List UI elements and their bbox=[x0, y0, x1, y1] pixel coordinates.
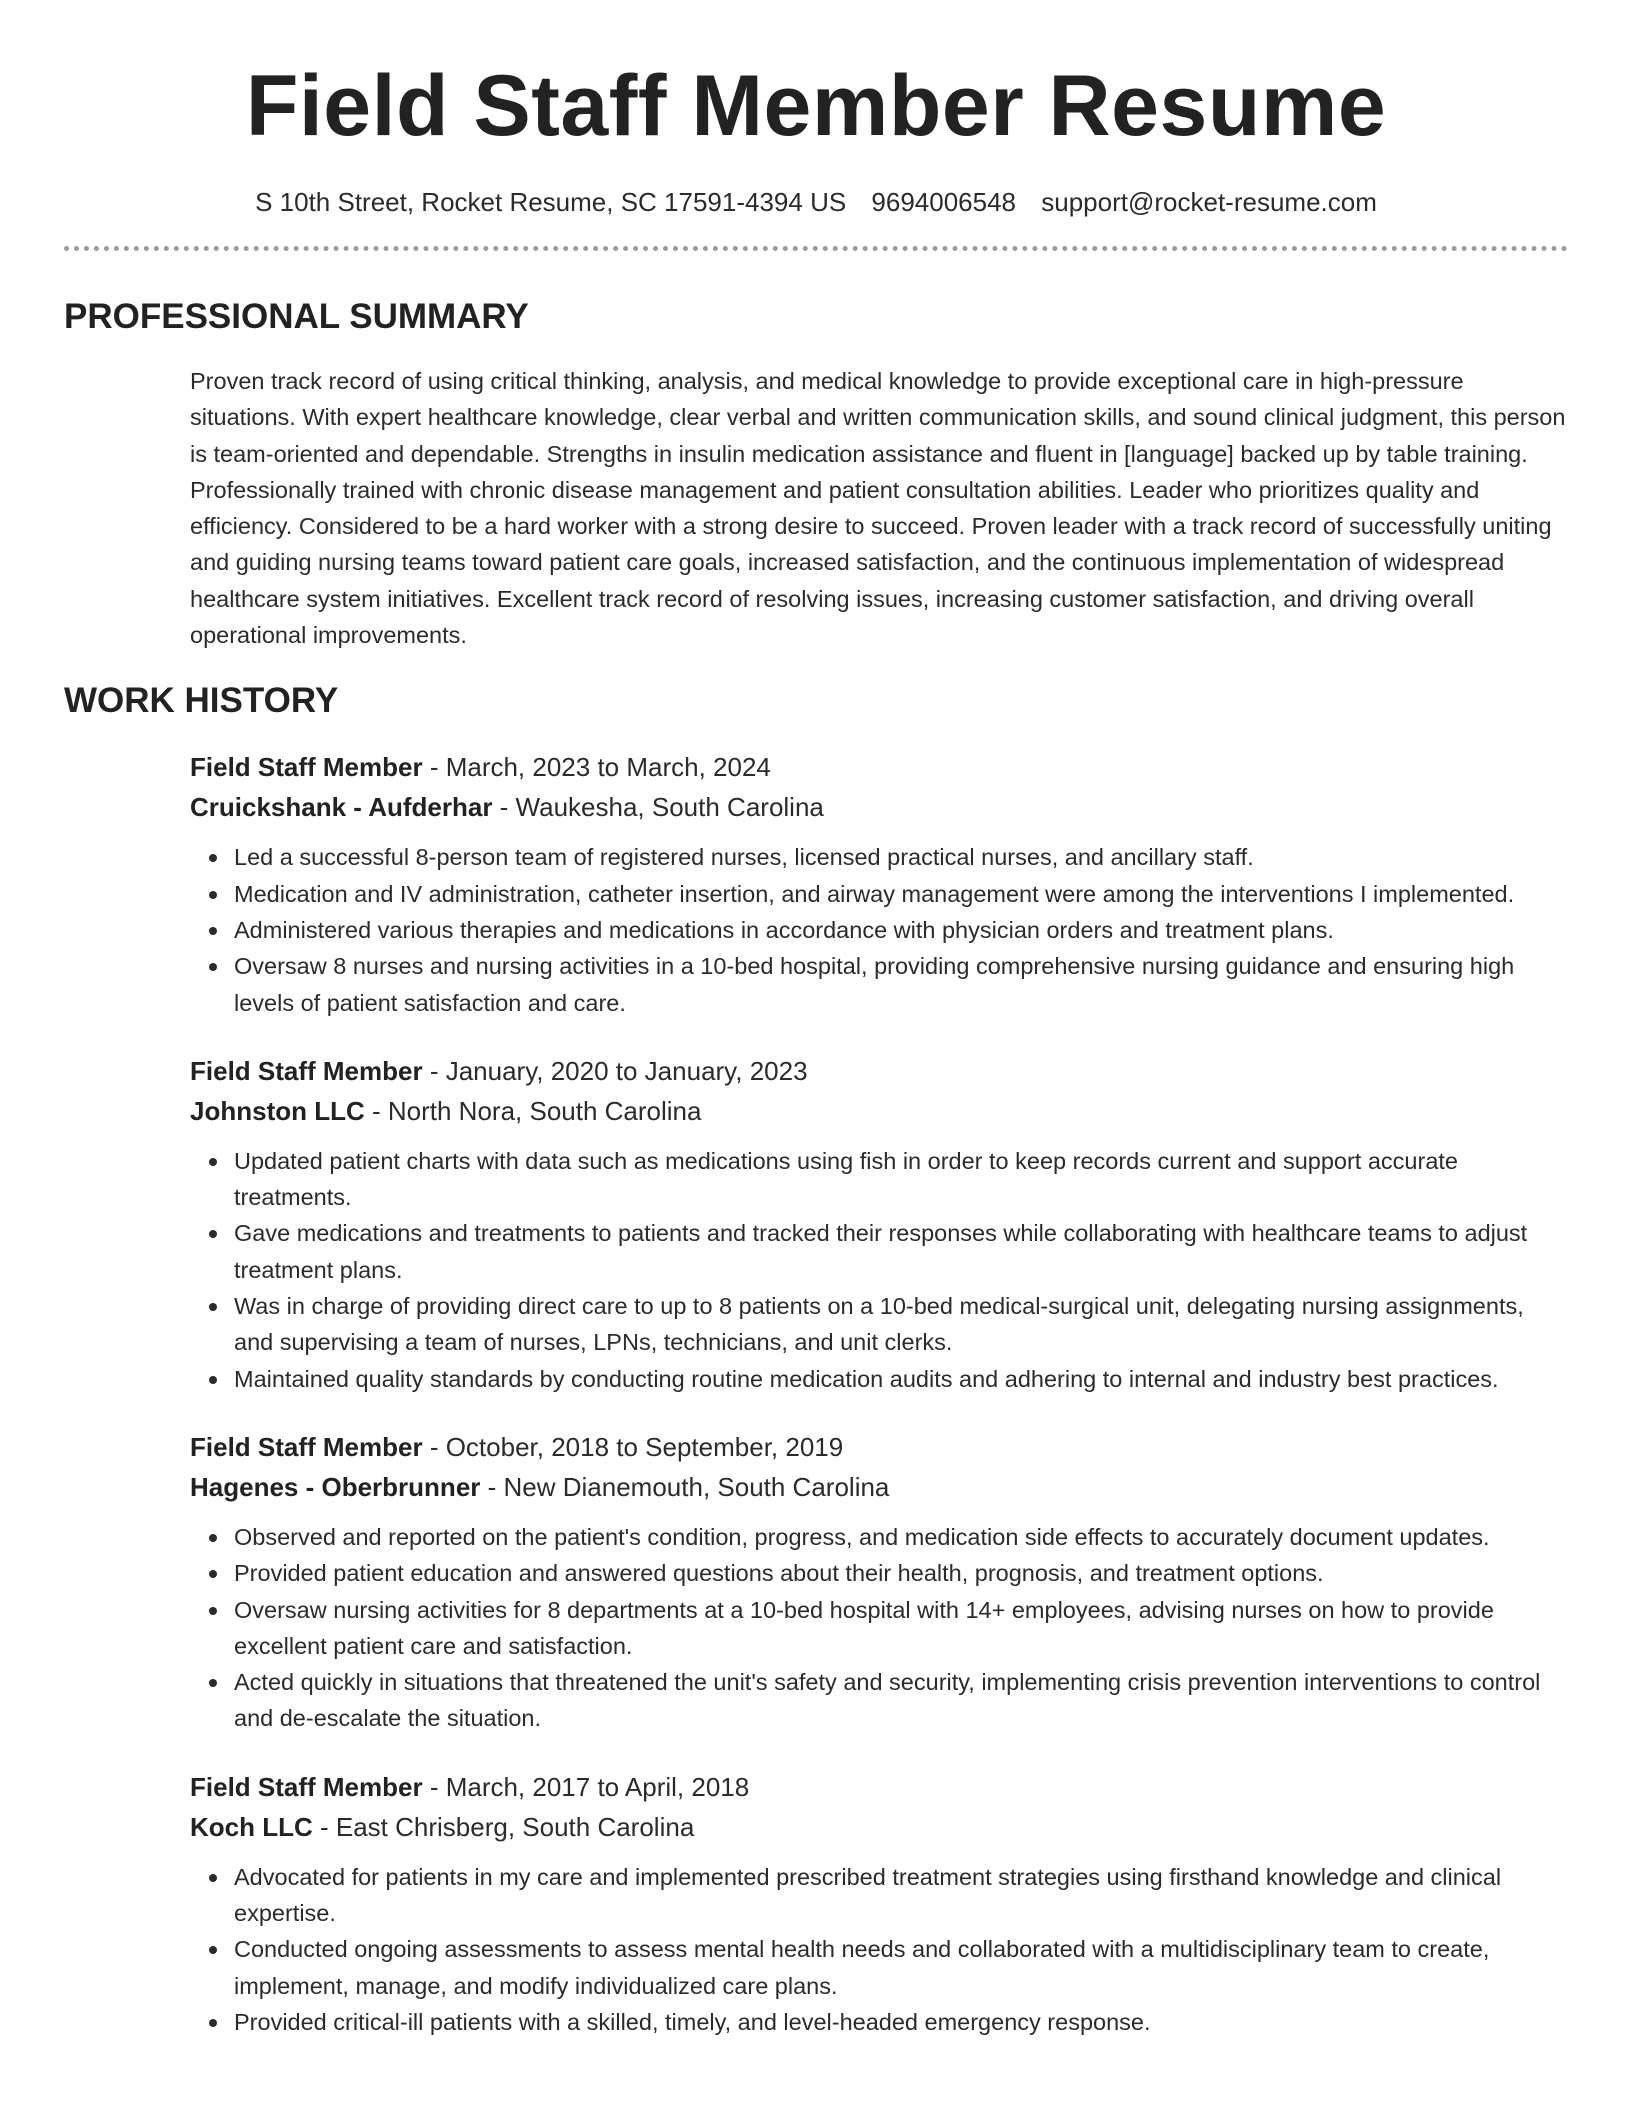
job-dates: - January, 2020 to January, 2023 bbox=[422, 1055, 808, 1086]
job-bullets bbox=[190, 1519, 1568, 1737]
job-title: Field Staff Member bbox=[190, 752, 423, 783]
job-bullet: Was in charge of providing direct care to up to 8 patients on a 10-bed medical-surgical unit, delegating nursing assignments, and supervising a team of nurses, LPNs, technicians, and unit clerks. bbox=[234, 1288, 1568, 1361]
contact-line bbox=[64, 184, 1568, 220]
job-bullet: Observed and reported on the patient's condition, progress, and medication side effects to accurately document updates. bbox=[234, 1519, 1568, 1555]
job-bullet: Provided patient education and answered questions about their health, prognosis, and treatment options. bbox=[234, 1555, 1568, 1591]
job-location: - North Nora, South Carolina bbox=[364, 1095, 702, 1126]
job-dates: - October, 2018 to September, 2019 bbox=[422, 1431, 844, 1462]
job-company-line bbox=[190, 1807, 1568, 1847]
job-bullet: Maintained quality standards by conducting routine medication audits and adhering to internal and industry best practices. bbox=[234, 1361, 1568, 1397]
job-location: - New Dianemouth, South Carolina bbox=[480, 1471, 890, 1502]
job-entry bbox=[190, 747, 1568, 1020]
job-location: - East Chrisberg, South Carolina bbox=[312, 1811, 695, 1842]
job-title: Field Staff Member bbox=[190, 1771, 423, 1802]
job-title-line bbox=[190, 1051, 1568, 1091]
job-bullets bbox=[190, 1859, 1568, 2040]
summary-heading: PROFESSIONAL SUMMARY bbox=[64, 297, 529, 336]
job-bullet: Led a successful 8-person team of registered nurses, licensed practical nurses, and ancillary staff. bbox=[234, 839, 1568, 875]
job-company: Cruickshank - Aufderhar bbox=[190, 792, 493, 823]
job-company: Koch LLC bbox=[190, 1811, 313, 1842]
job-title-line bbox=[190, 1427, 1568, 1467]
contact-address: S 10th Street, Rocket Resume, SC 17591-4394 US bbox=[255, 187, 847, 217]
job-entry bbox=[190, 1767, 1568, 2040]
job-company: Johnston LLC bbox=[190, 1095, 365, 1126]
job-bullets bbox=[190, 1143, 1568, 1397]
resume-page bbox=[64, 0, 1568, 2040]
job-entry bbox=[190, 1427, 1568, 1737]
job-bullet: Gave medications and treatments to patients and tracked their responses while collaborating with healthcare teams to adjust treatment plans. bbox=[234, 1215, 1568, 1288]
job-bullet: Advocated for patients in my care and implemented prescribed treatment strategies using firsthand knowledge and clinical expertise. bbox=[234, 1859, 1568, 1932]
job-company-line bbox=[190, 787, 1568, 827]
job-title: Field Staff Member bbox=[190, 1431, 423, 1462]
job-bullets bbox=[190, 839, 1568, 1020]
contact-phone: 9694006548 bbox=[871, 187, 1017, 217]
work-history-heading: WORK HISTORY bbox=[64, 681, 339, 721]
resume-title: Field Staff Member Resume bbox=[245, 58, 1387, 154]
job-title: Field Staff Member bbox=[190, 1055, 423, 1086]
header-divider bbox=[64, 246, 1568, 251]
job-title-line bbox=[190, 1767, 1568, 1807]
job-location: - Waukesha, South Carolina bbox=[492, 792, 824, 823]
job-bullet: Oversaw 8 nurses and nursing activities in a 10-bed hospital, providing comprehensive nursing guidance and ensuring high levels of patient satisfaction and care. bbox=[234, 948, 1568, 1021]
job-title-line bbox=[190, 747, 1568, 787]
job-entry bbox=[190, 1051, 1568, 1397]
job-bullet: Medication and IV administration, catheter insertion, and airway management were among the interventions I implemented. bbox=[234, 876, 1568, 912]
job-bullet: Updated patient charts with data such as medications using fish in order to keep records current and support accurate treatments. bbox=[234, 1143, 1568, 1216]
job-bullet: Acted quickly in situations that threatened the unit's safety and security, implementing crisis prevention interventions to control and de-escalate the situation. bbox=[234, 1664, 1568, 1737]
job-company: Hagenes - Oberbrunner bbox=[190, 1471, 481, 1502]
job-bullet: Oversaw nursing activities for 8 departments at a 10-bed hospital with 14+ employees, advising nurses on how to provide excellent patient care and satisfaction. bbox=[234, 1592, 1568, 1665]
contact-email: support@rocket-resume.com bbox=[1041, 187, 1377, 217]
job-bullet: Provided critical-ill patients with a skilled, timely, and level-headed emergency response. bbox=[234, 2004, 1568, 2040]
job-bullet: Conducted ongoing assessments to assess mental health needs and collaborated with a multidisciplinary team to create, implement, manage, and modify individualized care plans. bbox=[234, 1931, 1568, 2004]
job-dates: - March, 2017 to April, 2018 bbox=[422, 1771, 750, 1802]
job-dates: - March, 2023 to March, 2024 bbox=[422, 752, 771, 783]
job-bullet: Administered various therapies and medications in accordance with physician orders and treatment plans. bbox=[234, 912, 1568, 948]
summary-text: Proven track record of using critical thinking, analysis, and medical knowledge to provide exceptional care in high-pressure situations. With expert healthcare knowledge, clear verbal and written communication skills, and sound clinical judgment, this person is team-oriented and dependable. Strengths in insulin medication assistance and fluent in [language] backed up by table training. Professionally trained with chronic disease management and patient consultation abilities. Leader who prioritizes quality and efficiency. Considered to be a hard worker with a strong desire to succeed. Proven leader with a track record of successfully uniting and guiding nursing teams toward patient care goals, increased satisfaction, and the continuous implementation of widespread healthcare system initiatives. Excellent track record of resolving issues, increasing customer satisfaction, and driving overall operational improvements. bbox=[190, 368, 1566, 649]
job-company-line bbox=[190, 1467, 1568, 1507]
job-company-line bbox=[190, 1091, 1568, 1131]
